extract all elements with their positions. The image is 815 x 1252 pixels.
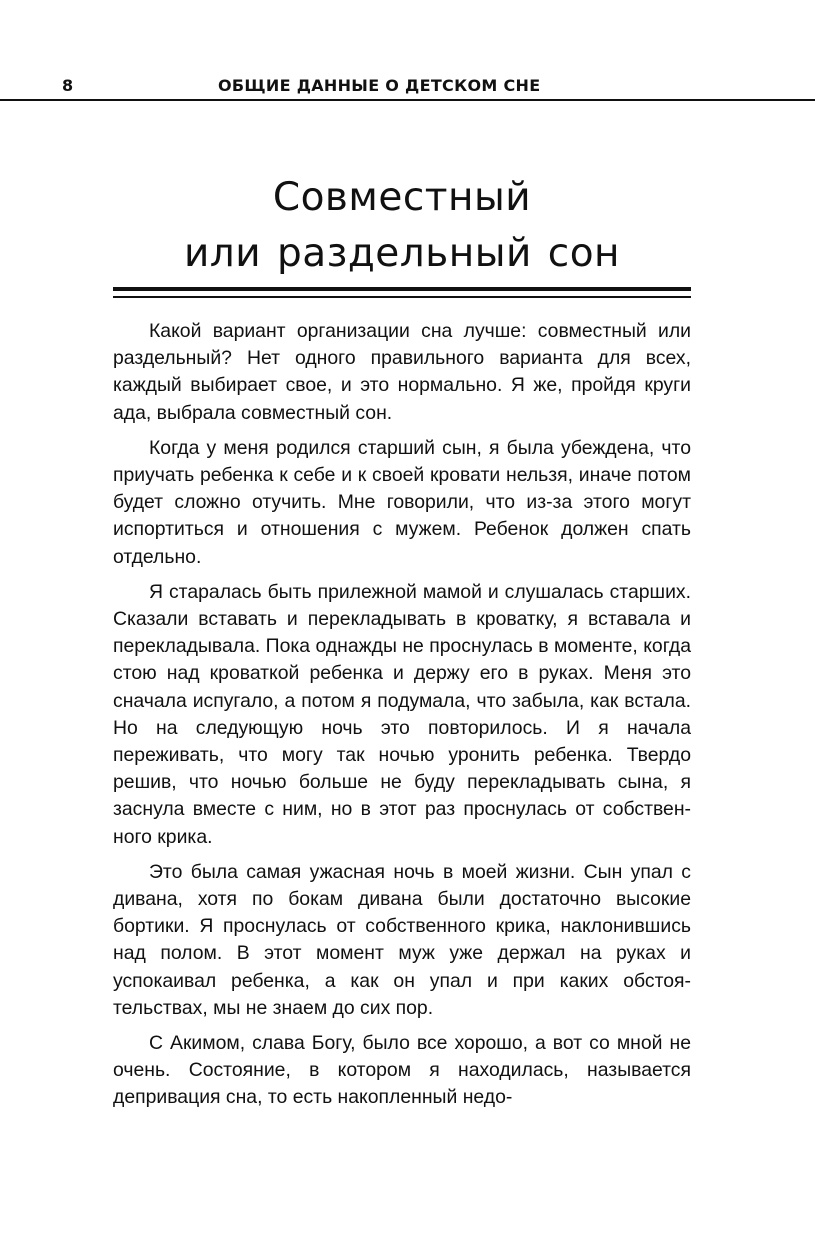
- running-section-title: ОБЩИЕ ДАННЫЕ О ДЕТСКОМ СНЕ: [218, 76, 541, 95]
- page-number: 8: [62, 76, 74, 95]
- title-rule-thin: [113, 296, 691, 298]
- paragraph-2: Когда у меня родился старший сын, я была убеждена, что приучать ребенка к себе и к своей кровати нельзя, иначе потом будет сложно отучить. Мне говорили, что из-за этого могут испортиться и отношения с мужем. Ребенок должен спать отдельно.: [113, 436, 691, 568]
- paragraph-1: Какой вариант организации сна лучше: совместный или раздельный? Нет одного правильного варианта для всех, каждый выбирает свое, и это нормально. Я же, пройдя круги ада, выбрала совместный сон.: [113, 320, 691, 424]
- title-rule-thick: [113, 287, 691, 291]
- chapter-title-line-1: Совместный: [272, 175, 532, 220]
- chapter-title-line-2: или раздельный сон: [183, 231, 621, 276]
- paragraph-5: С Акимом, слава Богу, было все хорошо, а вот со мной не очень. Состояние, в котором я находилась, называется депривация сна, то есть накопленный недо-: [113, 1032, 691, 1109]
- title-double-rule: [113, 287, 691, 301]
- paragraph-3: Я старалась быть прилежной мамой и слушалась старших. Сказали вставать и перекладывать в кроватку, я вставала и перекладывала. Пока однажды не проснулась в моменте, когда стою над кроваткой ребенка и держу его в руках. Меня это сначала испугало, а потом я подумала, что забыла, как встала. Но на следующую ночь это повторилось. И я начала переживать, что могу так ночью уронить ребенка. Твердо решив, что ночью больше не буду перекладывать сына, я заснула вместе с ним, но в этот раз проснулась от собственного крика.: [113, 580, 691, 848]
- body-text: [113, 318, 691, 1120]
- running-header: [0, 70, 815, 101]
- paragraph-4: Это была самая ужасная ночь в моей жизни. Сын упал с дивана, хотя по бокам дивана были достаточно высокие бортики. Я проснулась от собственного крика, наклонившись над полом. В этот момент муж уже держал на руках и успокаивал ребенка, а как он упал и при каких обстоятельствах, мы не знаем до сих пор.: [113, 860, 691, 1019]
- chapter-title: [113, 170, 691, 282]
